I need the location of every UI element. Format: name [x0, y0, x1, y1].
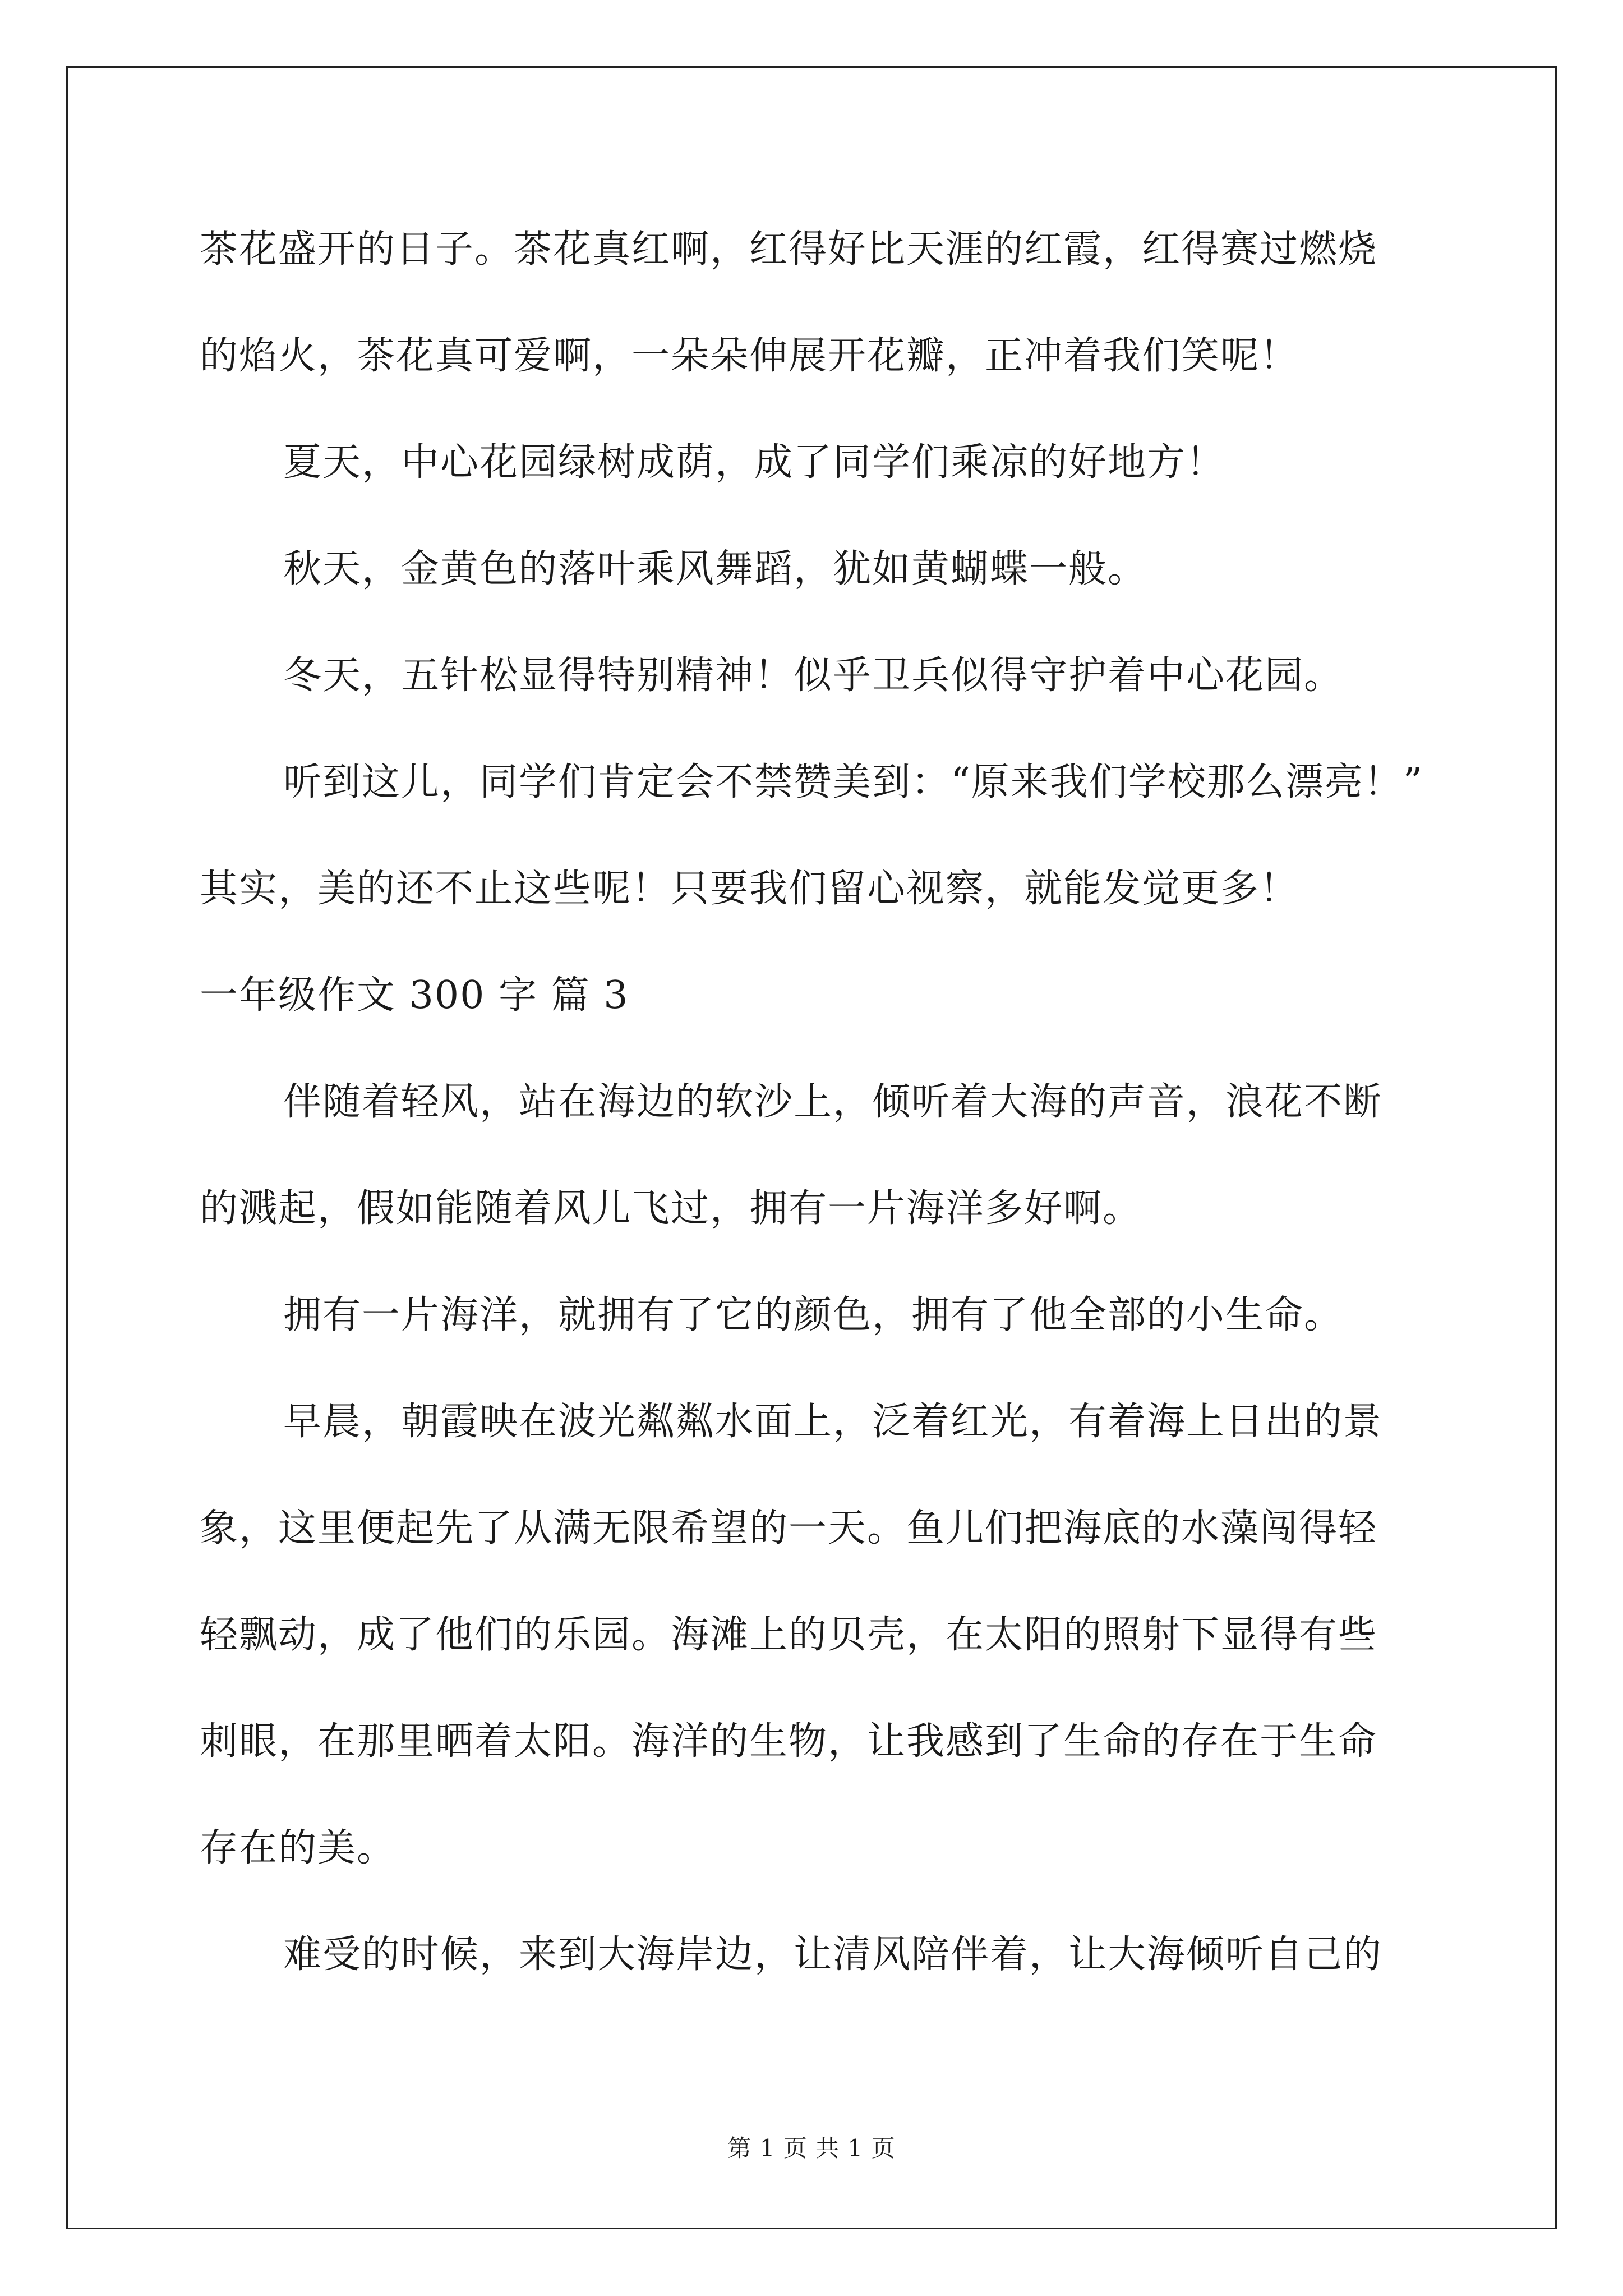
text-line: 听到这儿，同学们肯定会不禁赞美到：“原来我们学校那么漂亮！” — [283, 760, 1424, 804]
text-line: 冬天，五针松显得特别精神！似乎卫兵似得守护着中心花园。 — [283, 654, 1344, 698]
text-line: 的溅起，假如能随着风儿飞过，拥有一片海洋多好啊。 — [200, 1186, 1142, 1231]
text-line: 伴随着轻风，站在海边的软沙上，倾听着大海的声音，浪花不断 — [283, 1080, 1383, 1124]
page-border — [66, 66, 1557, 2229]
text-line: 存在的美。 — [200, 1826, 396, 1870]
text-line: 夏天，中心花园绿树成荫，成了同学们乘凉的好地方！ — [283, 440, 1226, 485]
text-line: 难受的时候，来到大海岸边，让清风陪伴着，让大海倾听自己的 — [283, 1932, 1383, 1977]
text-line: 茶花盛开的日子。茶花真红啊，红得好比天涯的红霞，红得赛过燃烧 — [200, 227, 1378, 272]
text-line: 早晨，朝霞映在波光粼粼水面上，泛着红光，有着海上日出的景 — [283, 1400, 1383, 1444]
text-line: 刺眼，在那里晒着太阳。海洋的生物，让我感到了生命的存在于生命 — [200, 1719, 1378, 1764]
text-line: 秋天，金黄色的落叶乘风舞蹈，犹如黄蝴蝶一般。 — [283, 547, 1147, 591]
text-line: 其实，美的还不止这些呢！只要我们留心视察，就能发觉更多！ — [200, 867, 1299, 911]
text-line: 轻飘动，成了他们的乐园。海滩上的贝壳，在太阳的照射下显得有些 — [200, 1613, 1378, 1657]
section-heading: 一年级作文 300 字 篇 3 — [200, 973, 629, 1018]
page-number-footer: 第 1 页 共 1 页 — [727, 2134, 896, 2162]
text-line: 象，这里便起先了从满无限希望的一天。鱼儿们把海底的水藻闯得轻 — [200, 1506, 1378, 1550]
text-line: 拥有一片海洋，就拥有了它的颜色，拥有了他全部的小生命。 — [283, 1293, 1344, 1337]
text-line: 的焰火，茶花真可爱啊，一朵朵伸展开花瓣，正冲着我们笑呢！ — [200, 334, 1299, 378]
